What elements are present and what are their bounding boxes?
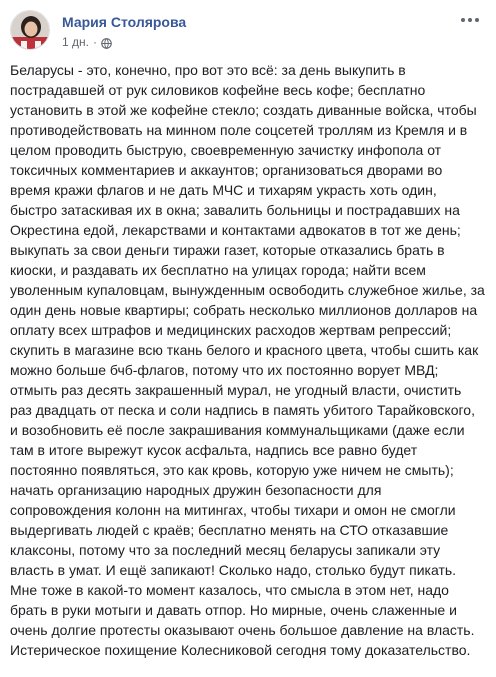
avatar-photo bbox=[11, 11, 50, 50]
author-name[interactable]: Мария Столярова bbox=[62, 14, 187, 30]
post-text: Беларусы - это, конечно, про вот это всё: за день выкупить в пострадавшей от рук силовиков кофейне весь кофе; бесплатно установить в этой же кофейне стекло; создать диванные войска, чтобы противодействовать на минном поле соцсетей троллям из Кремля и в целом проводить быструю, своевременную зачистку инфопола от токсичных комментариев и аккаунтов; организоваться дворами во время кражи флагов и не дать МЧС и тихарям украсть хоть один, быстро затаскивая их в окна; завалить больницы и пострадавших на Окрестина едой, лекарствами и контактами адвокатов в тот же день; выкупать за свои деньги тиражи газет, которые отказались брать в киоски, и раздавать их бесплатно на улицах города; найти всем уволенным купаловцам, вынужденным освободить служебное жилье, за один день новые квартиры; собрать несколько миллионов долларов на оплату всех штрафов и медицинских расходов жертвам репрессий; скупить в магазине всю ткань белого и красного цвета, чтобы сшить как можно больше бчб-флагов, потому что их постоянно ворует МВД; отмыть раз десять закрашенный мурал, не угодный власти, очистить раз двадцать от песка и соли надпись в память убитого Тарайковского, и возобновить её после закрашивания коммунальщиками (даже если там в итоге вырежут кусок асфальта, надпись все равно будет постоянно появляться, это как кровь, которую уже ничем не смыть); начать организацию народных дружин безопасности для сопровождения колонн на митингах, чтобы тихари и омон не смогли выдергивать людей с краёв; бесплатно менять на СТО отказавшие клаксоны, потому что за последний месяц беларусы запикали эту власть в умат. И ещё запикают! Сколько надо, столько будут пикать. Мне тоже в какой-то момент казалось, что смысла в этом нет, надо брать в руки мотыги и давать отпор. Но мирные, очень слаженные и очень долгие протесты оказывают очень большое давление на власть. Истерическое похищение Колесниковой сегодня тому доказательство. bbox=[10, 62, 485, 658]
post-timestamp[interactable]: 1 дн. bbox=[62, 35, 89, 49]
more-options-icon[interactable] bbox=[458, 12, 482, 28]
meta-separator: · bbox=[92, 35, 97, 49]
author-avatar[interactable] bbox=[10, 10, 50, 50]
globe-icon[interactable] bbox=[101, 37, 112, 48]
post-header bbox=[10, 8, 486, 56]
post-meta bbox=[62, 34, 112, 50]
